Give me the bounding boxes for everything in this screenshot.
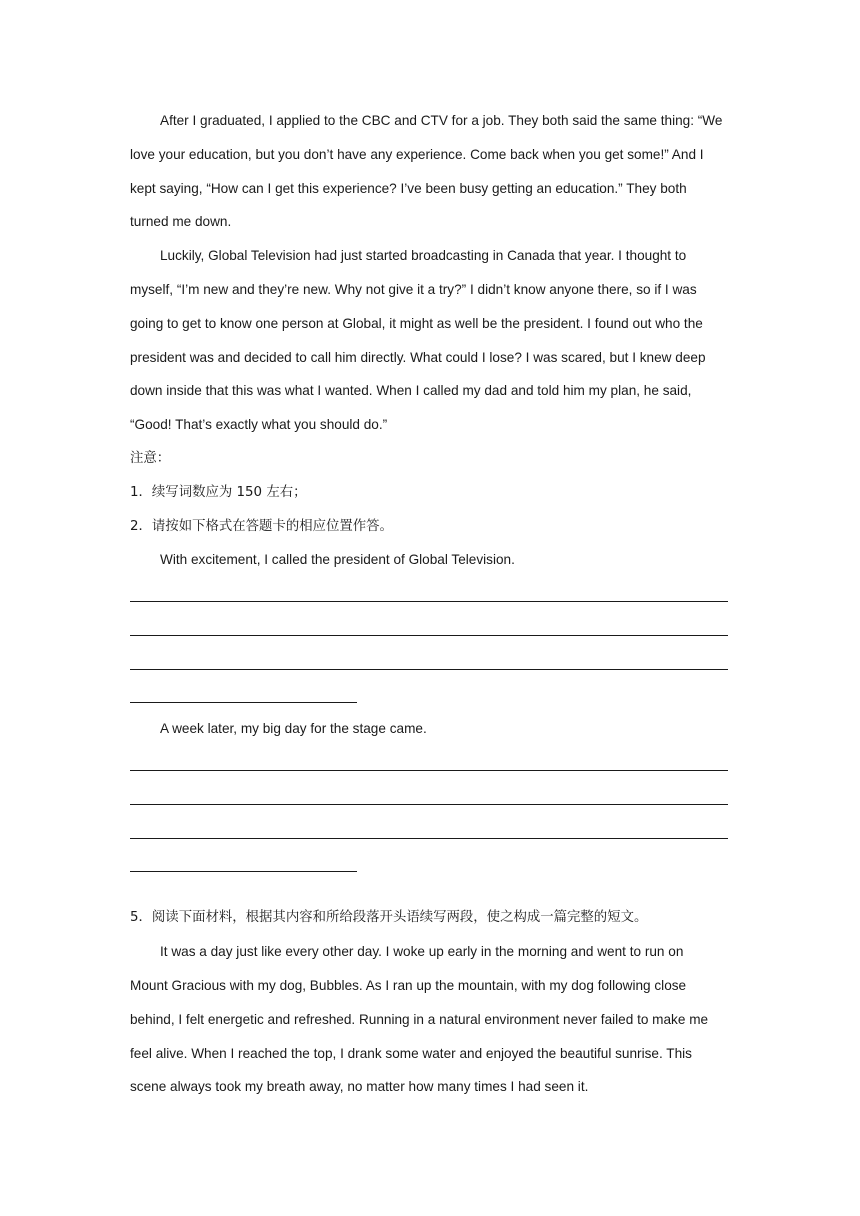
- prompt-sentence: With excitement, I called the president of Global Television.: [160, 552, 515, 568]
- text-line: It was a day just like every other day. I woke up early in the morning and went to run on: [160, 944, 684, 960]
- prompt-sentence: A week later, my big day for the stage came.: [160, 721, 427, 737]
- continuation-prompt-1: [130, 543, 730, 712]
- text-line: going to get to know one person at Global, it might as well be the president. I found out who the: [130, 315, 703, 331]
- text-line: myself, “I’m new and they’re new. Why not give it a try?” I didn’t know anyone there, so if I was: [130, 281, 697, 297]
- text-line: Mount Gracious with my dog, Bubbles. As I ran up the mountain, with my dog following close: [130, 977, 687, 993]
- section-spacer: [130, 881, 730, 901]
- answer-line[interactable]: [130, 780, 730, 814]
- answer-line[interactable]: [130, 814, 730, 848]
- passage-paragraph-2: [130, 239, 730, 442]
- question-5: [130, 901, 730, 1104]
- text-line: turned me down.: [130, 214, 232, 230]
- answer-line[interactable]: [130, 611, 730, 645]
- answer-line[interactable]: [130, 848, 730, 882]
- text-line: Luckily, Global Television had just started broadcasting in Canada that year. I thought to: [160, 248, 687, 264]
- passage-paragraph-1: [130, 104, 730, 239]
- notes-item: 2．请按如下格式在答题卡的相应位置作答。: [130, 518, 393, 534]
- text-line: down inside that this was what I wanted. When I called my dad and told him my plan, he said,: [130, 383, 692, 399]
- notes-item: 1．续写词数应为 150 左右；: [130, 484, 307, 500]
- text-line: feel alive. When I reached the top, I drank some water and enjoyed the beautiful sunrise. This: [130, 1045, 692, 1061]
- continuation-prompt-2: [130, 712, 730, 881]
- text-line: love your education, but you don’t have any experience. Come back when you get some!” And I: [130, 146, 704, 162]
- text-line: president was and decided to call him directly. What could I lose? I was scared, but I knew deep: [130, 349, 706, 365]
- answer-line[interactable]: [130, 645, 730, 679]
- text-line: After I graduated, I applied to the CBC and CTV for a job. They both said the same thing: “We: [160, 113, 723, 128]
- question-instruction: 5．阅读下面材料，根据其内容和所给段落开头语续写两段，使之构成一篇完整的短文。: [130, 910, 648, 926]
- answer-line[interactable]: [130, 679, 730, 713]
- notes-heading: 注意：: [130, 450, 171, 466]
- answer-line[interactable]: [130, 577, 730, 611]
- text-line: behind, I felt energetic and refreshed. Running in a natural environment never failed to make me: [130, 1011, 709, 1027]
- notes-section: [130, 442, 730, 543]
- text-line: scene always took my breath away, no matter how many times I had seen it.: [130, 1079, 589, 1095]
- answer-line[interactable]: [130, 746, 730, 780]
- text-line: “Good! That’s exactly what you should do.”: [130, 417, 388, 433]
- text-line: kept saying, “How can I get this experience? I’ve been busy getting an education.” They both: [130, 180, 687, 196]
- document-page: [130, 104, 730, 1104]
